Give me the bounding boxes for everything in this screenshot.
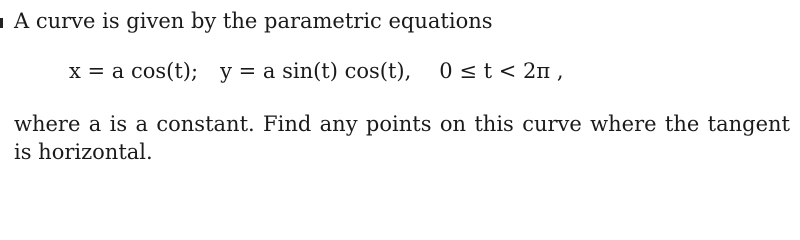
problem-question: where a is a constant. Find any points on this curve where the tangent is horizontal. [14,112,790,164]
problem-intro: A curve is given by the parametric equations [14,9,493,33]
y-equation: y = a sin(t) cos(t), [220,59,412,83]
x-equation: x = a cos(t); [69,59,199,83]
parametric-equations [69,58,564,84]
parameter-range: 0 ≤ t < 2π , [439,59,564,83]
bullet-marker [0,18,3,28]
